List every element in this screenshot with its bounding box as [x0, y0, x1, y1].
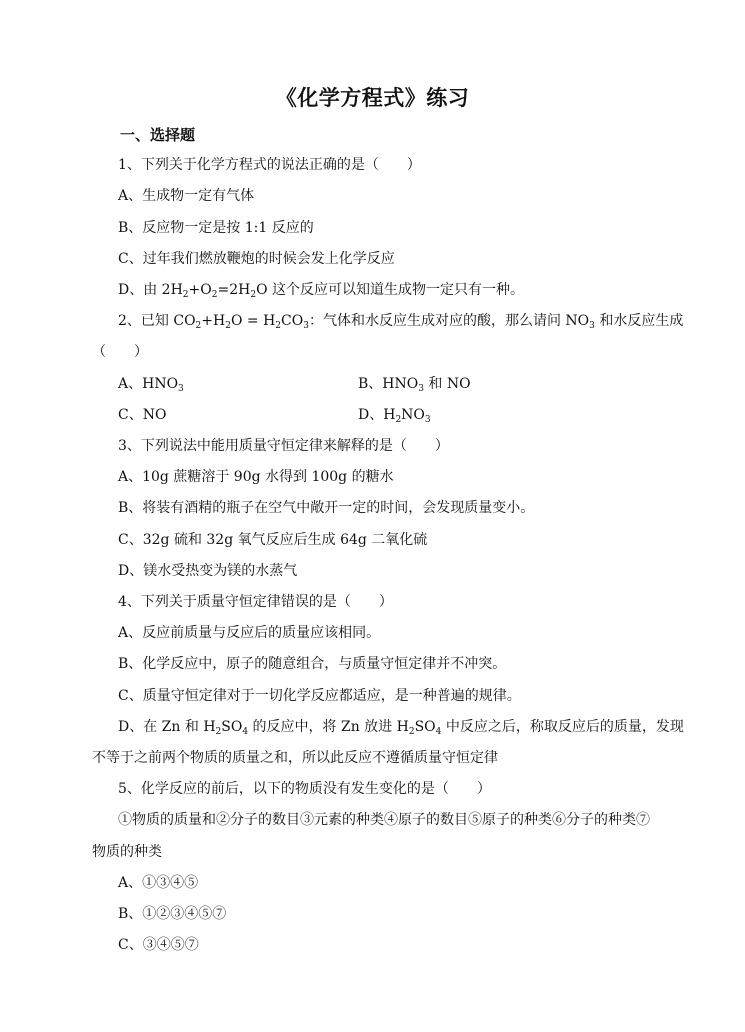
question-5-list-continued: 物质的种类 [92, 844, 162, 860]
question-5-option-b: B、①②③④⑤⑦ [118, 906, 227, 922]
question-1-stem: 1、下列关于化学方程式的说法正确的是（ ） [118, 157, 421, 173]
question-1-option-d: D、由 $2H_2+O_2=2H_2O$ 这个反应可以知道生成物一定只有一种。 [118, 282, 525, 300]
question-5-option-a: A、①③④⑤ [118, 875, 199, 891]
question-3-option-b: B、将装有酒精的瓶子在空气中敞开一定的时间，会发现质量变小。 [118, 500, 535, 516]
question-4-option-d: D、在 Zn 和 $H_2SO_4$ 的反应中，将 Zn 放进 $H_2SO_4$ 中反应之后，称取反应后的质量，发现 [118, 719, 684, 737]
question-3-stem: 3、下列说法中能用质量守恒定律来解释的是（ ） [118, 438, 449, 454]
question-1-option-a: A、生成物一定有气体 [118, 188, 255, 204]
question-5-stem: 5、化学反应的前后，以下的物质没有发生变化的是（ ） [118, 781, 491, 797]
question-4-option-d-continued: 不等于之前两个物质的质量之和，所以此反应不遵循质量守恒定律 [92, 750, 498, 766]
section-heading: 一、选择题 [120, 126, 196, 144]
question-1-option-b: B、反应物一定是按 1:1 反应的 [118, 220, 314, 236]
question-3-option-a: A、10g 蔗糖溶于 90g 水得到 100g 的糖水 [118, 469, 394, 485]
question-2-option-b: B、$HNO_3$ 和 NO [358, 376, 471, 394]
question-1-option-c: C、过年我们燃放鞭炮的时候会发上化学反应 [118, 251, 395, 267]
document-title: 《化学方程式》练习 [275, 85, 470, 110]
question-2-option-d: D、$H_2NO_3$ [358, 407, 431, 425]
question-2-stem-continued: （ ） [92, 344, 148, 360]
question-4-option-b: B、化学反应中，原子的随意组合，与质量守恒定律并不冲突。 [118, 656, 507, 672]
question-4-option-c: C、质量守恒定律对于一切化学反应都适应，是一种普遍的规律。 [118, 688, 521, 704]
question-2-stem: 2、已知 $CO_2+H_2O = H_2CO_3$：气体和水反应生成对应的酸，那么请问 $NO_3$ 和水反应生成 [118, 313, 684, 331]
question-3-option-d: D、镁水受热变为镁的水蒸气 [118, 563, 298, 579]
question-5-list: ①物质的质量和②分子的数目③元素的种类④原子的数目⑤原子的种类⑥分子的种类⑦ [118, 812, 650, 828]
question-2-option-a: A、$HNO_3$ [118, 376, 184, 394]
question-4-option-a: A、反应前质量与反应后的质量应该相同。 [118, 625, 381, 641]
question-5-option-c: C、③④⑤⑦ [118, 937, 199, 953]
question-3-option-c: C、32g 硫和 32g 氧气反应后生成 64g 二氧化硫 [118, 532, 428, 548]
question-2-option-c: C、NO [118, 407, 167, 423]
question-4-stem: 4、下列关于质量守恒定律错误的是（ ） [118, 594, 393, 610]
